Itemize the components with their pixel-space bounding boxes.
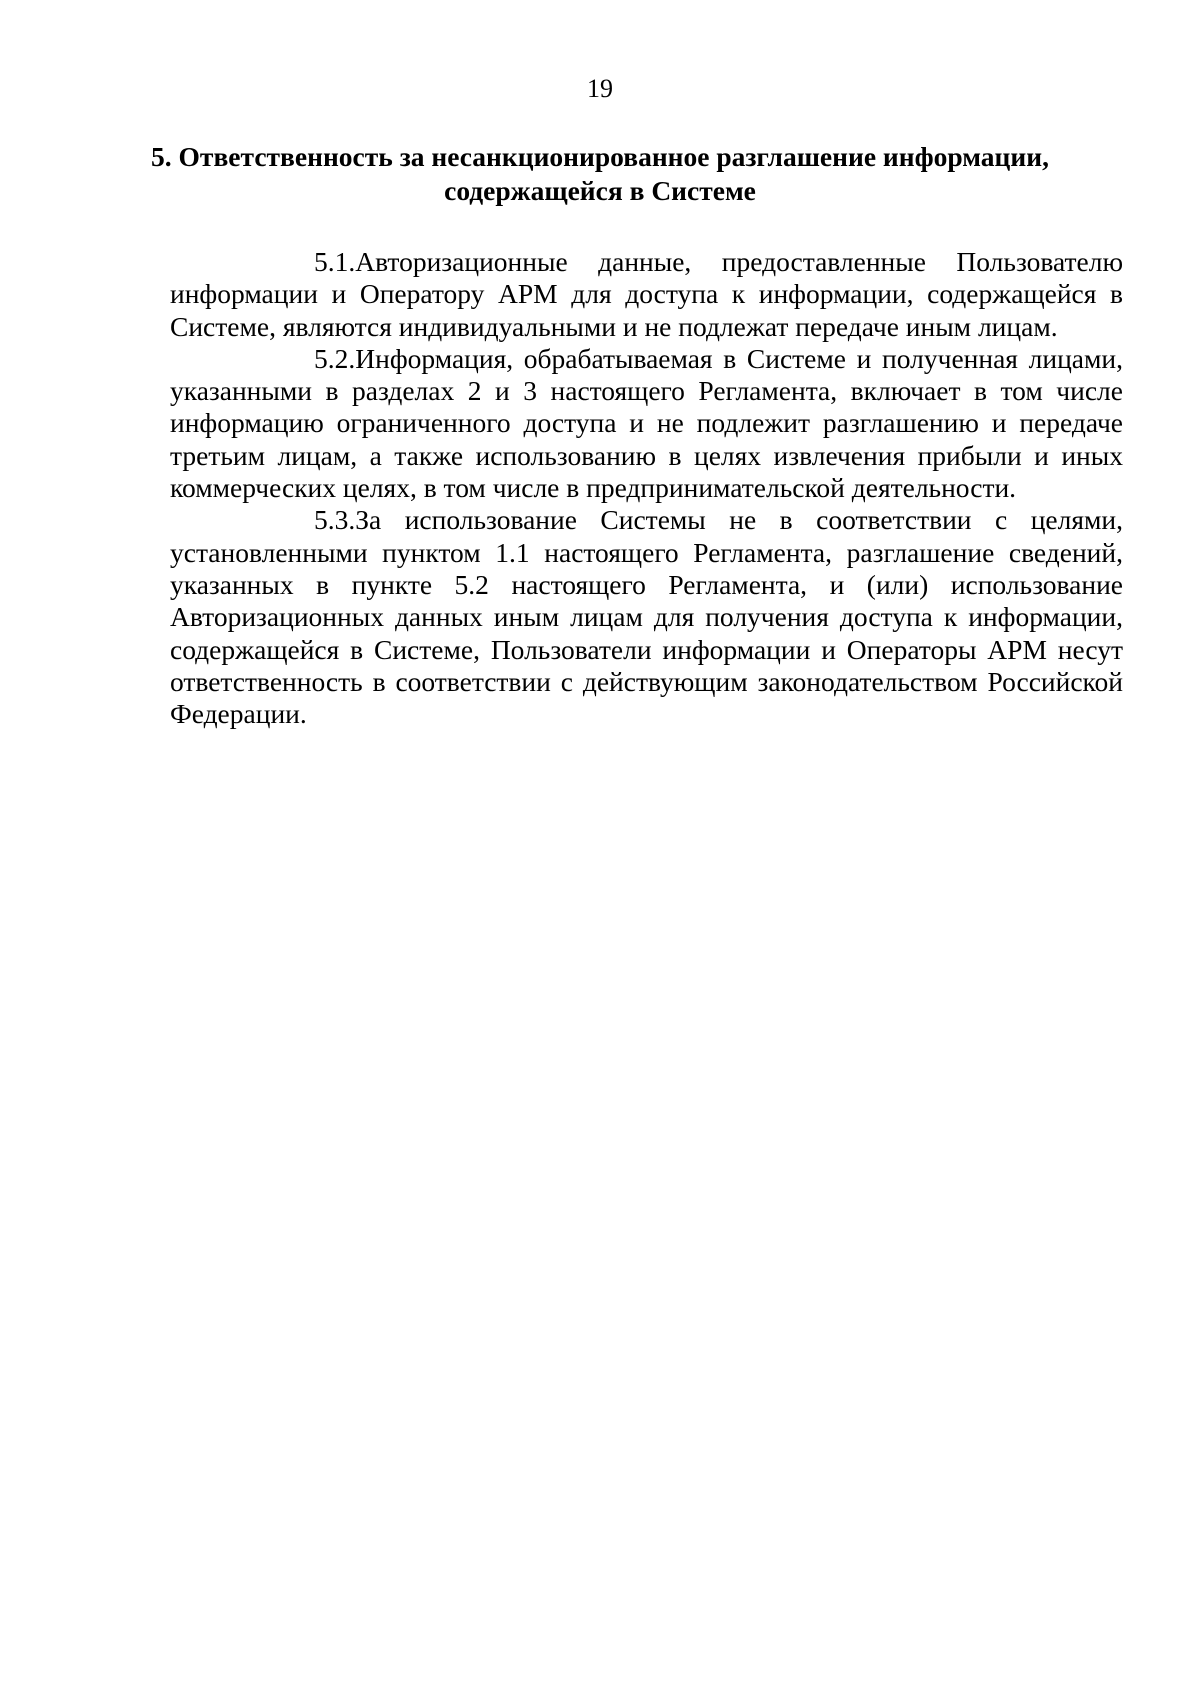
paragraph-number: 5.1. bbox=[314, 246, 356, 277]
paragraph-text: За использование Системы не в соответствии с целями, установленными пунктом 1.1 настоящего Регламента, разглашение сведений, указанных в пункте 5.2 настоящего Регламента, и (или) использование Авторизационных данных иным лицам для получения доступа к информации, содержащейся в Системе, Пользователи информации и Операторы АРМ несут ответственность в соответствии с действующим законодательством Российской Федерации. bbox=[170, 504, 1123, 730]
section-title-line-2: содержащейся в Системе bbox=[444, 175, 756, 206]
paragraph-5-1 bbox=[170, 246, 1123, 343]
paragraph-5-3 bbox=[170, 504, 1123, 730]
page-number: 19 bbox=[587, 74, 613, 103]
paragraph-text: Авторизационные данные, предоставленные Пользователю информации и Оператору АРМ для доступа к информации, содержащейся в Системе, являются индивидуальными и не подлежат передаче иным лицам. bbox=[170, 246, 1123, 342]
section-title-line-1: 5. Ответственность за несанкционированное разглашение информации, bbox=[151, 141, 1049, 172]
paragraph-number: 5.2. bbox=[314, 342, 356, 374]
section-title bbox=[150, 140, 1050, 208]
paragraph-text: Информация, обрабатываемая в Системе и полученная лицами, указанными в разделах 2 и 3 настоящего Регламента, включает в том числе информацию ограниченного доступа и не подлежит разглашению и передаче третьим лицам, а также использованию в целях извлечения прибыли и иных коммерческих целях, в том числе в предпринимательской деятельности. bbox=[170, 342, 1123, 504]
section-body bbox=[170, 246, 1123, 730]
paragraph-5-2 bbox=[170, 343, 1123, 504]
paragraph-number: 5.3. bbox=[314, 504, 356, 536]
